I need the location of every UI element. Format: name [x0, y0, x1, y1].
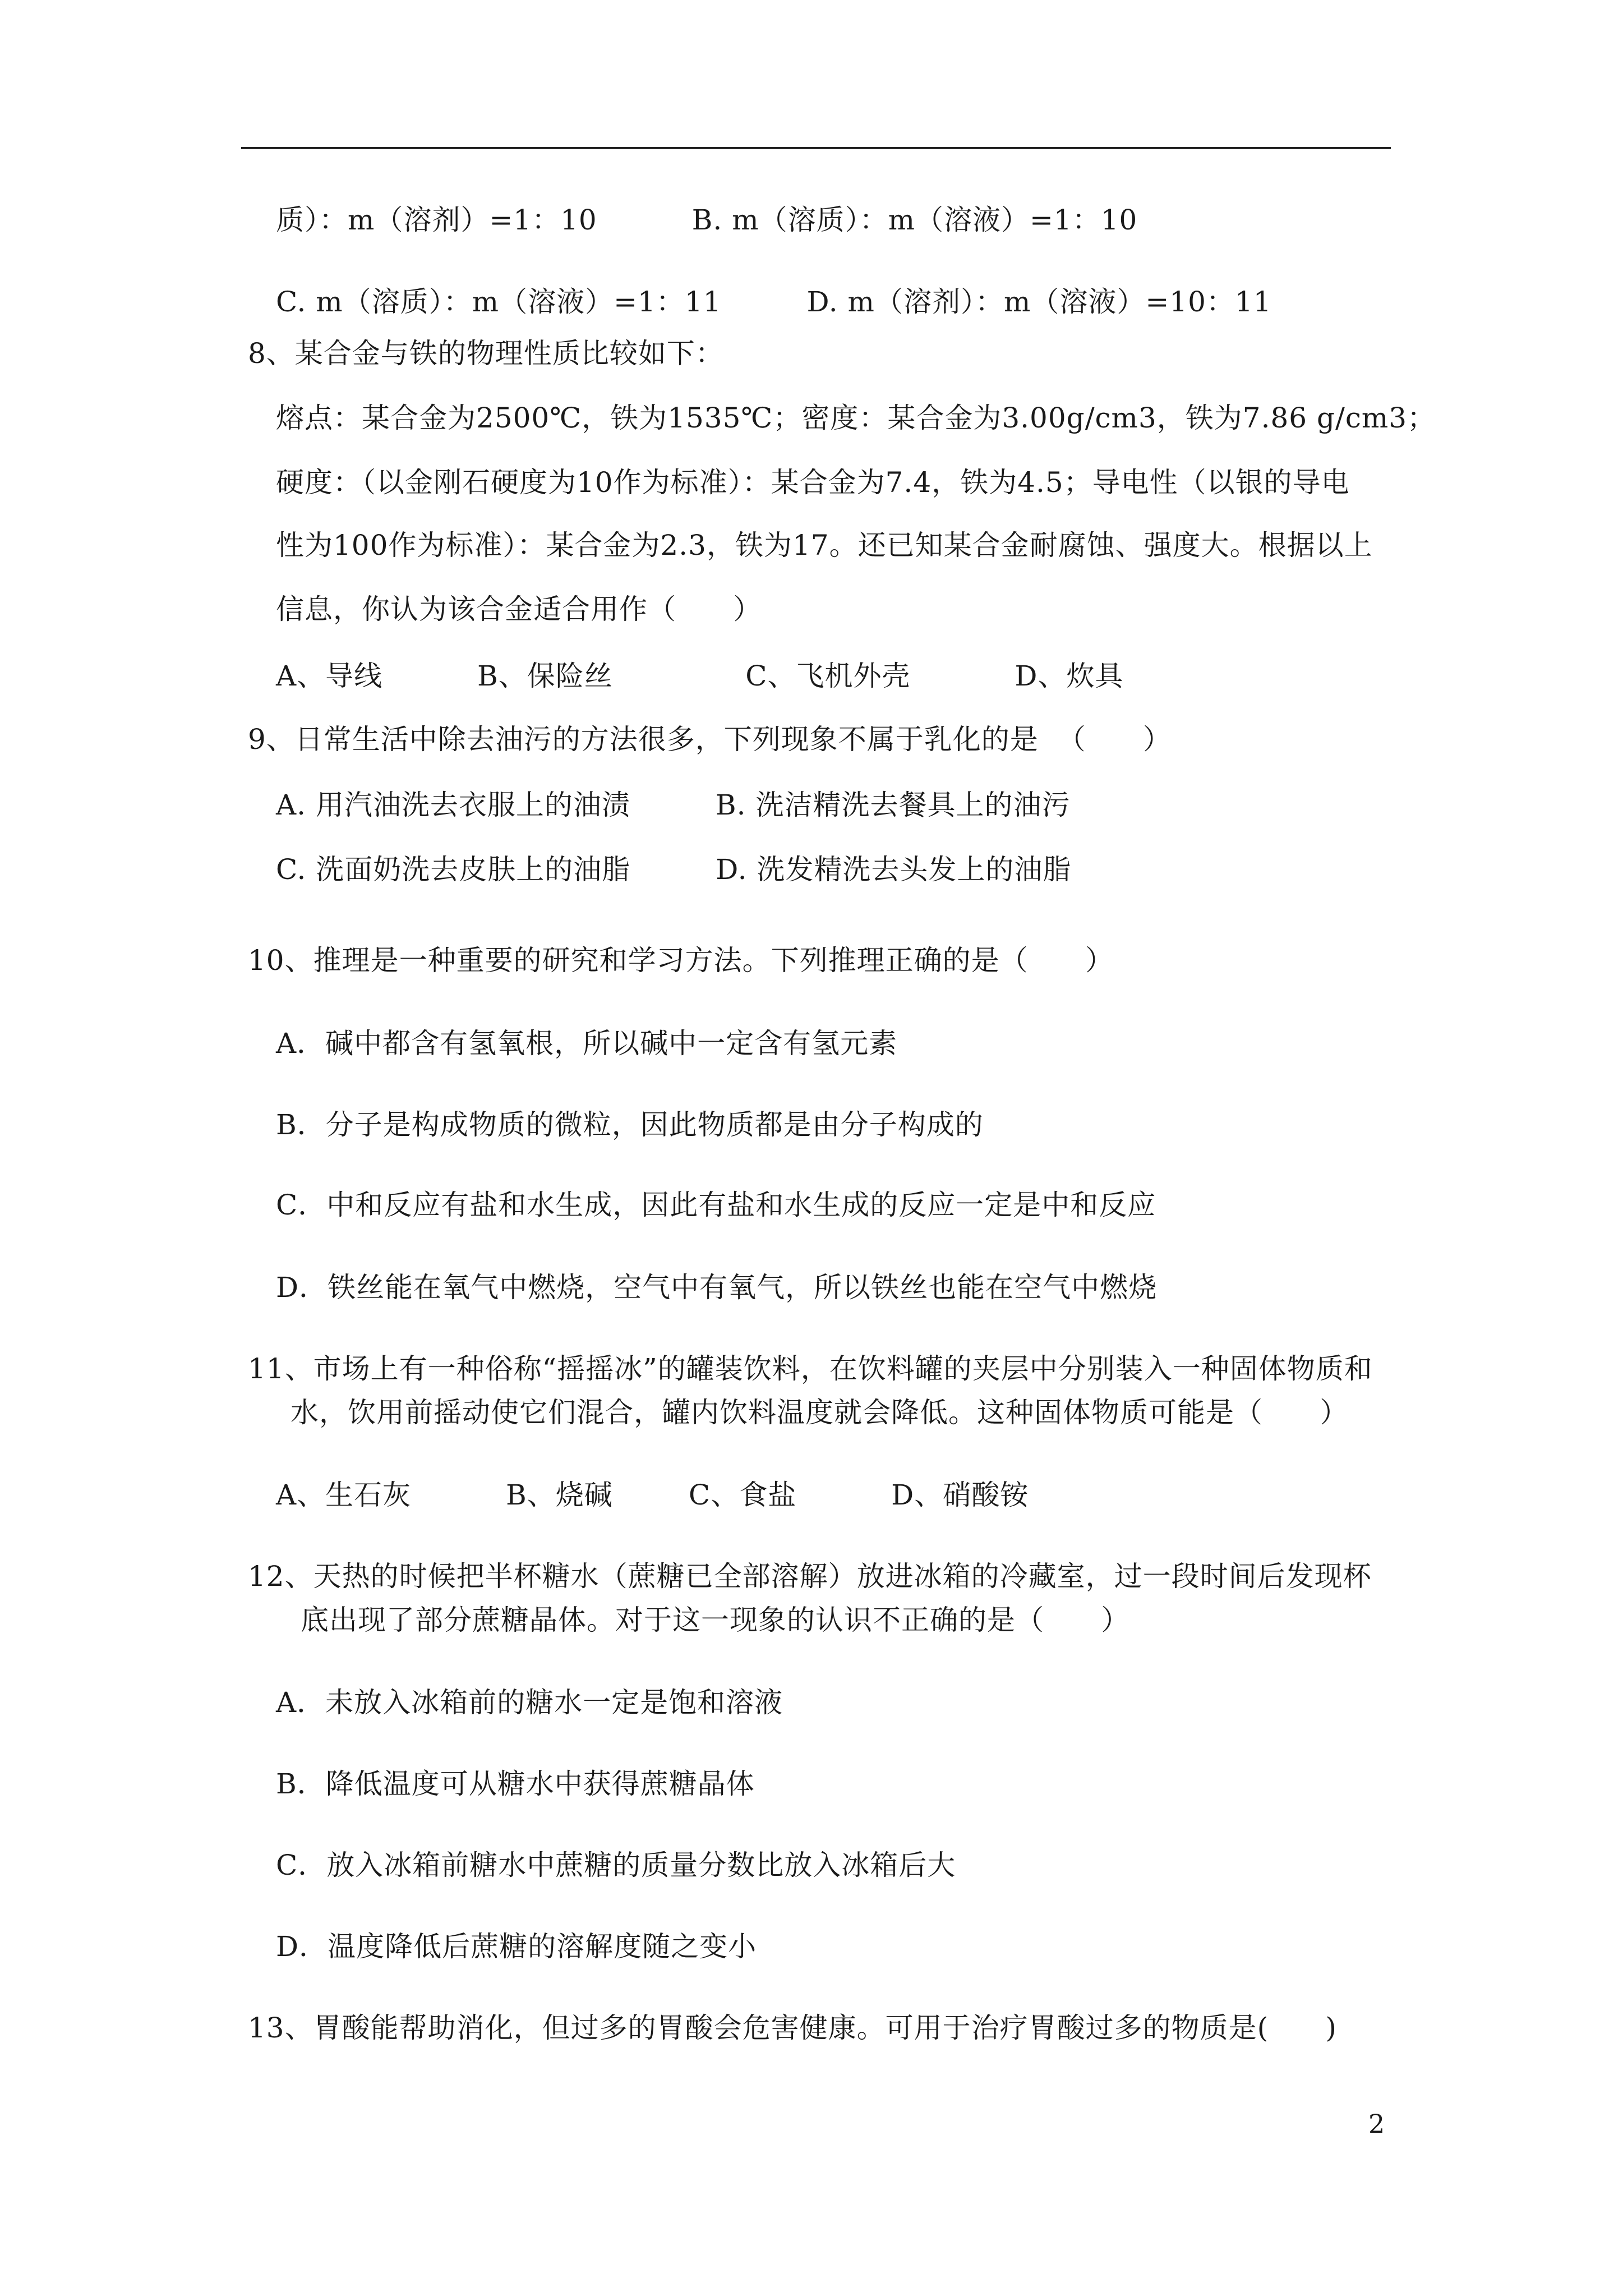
q11-options: A、生石灰 B、烧碱 C、食盐 D、硝酸铵 [276, 1479, 1029, 1511]
q9-options-row-1: A. 用汽油洗去衣服上的油渍 B. 洗洁精洗去餐具上的油污 [276, 789, 1071, 821]
q10-option-d: D．铁丝能在氧气中燃烧，空气中有氧气，所以铁丝也能在空气中燃烧 [276, 1271, 1158, 1304]
q10-option-c: C．中和反应有盐和水生成，因此有盐和水生成的反应一定是中和反应 [276, 1189, 1156, 1221]
q12-stem-line-2: 底出现了部分蔗糖晶体。对于这一现象的认识不正确的是（ ） [301, 1604, 1130, 1636]
q7-options-line-2: C. m（溶质）：m（溶液）=1：11 D. m（溶剂）：m（溶液）=10：11 [276, 286, 1272, 318]
q10-stem: 10、推理是一种重要的研究和学习方法。下列推理正确的是（ ） [248, 944, 1114, 977]
q8-line-1: 熔点：某合金为2500℃，铁为1535℃；密度：某合金为3.00g/cm3，铁为7.86 g/cm3； [276, 402, 1436, 434]
q12-option-a: A．未放入冰箱前的糖水一定是饱和溶液 [276, 1686, 783, 1719]
q7-options-line-1: 质）：m（溶剂）=1：10 B. m（溶质）：m（溶液）=1：10 [276, 204, 1138, 236]
q9-stem: 9、日常生活中除去油污的方法很多，下列现象不属于乳化的是 （ ） [248, 723, 1172, 756]
q12-option-b: B．降低温度可从糖水中获得蔗糖晶体 [276, 1768, 755, 1800]
q12-option-d: D．温度降低后蔗糖的溶解度随之变小 [276, 1930, 757, 1963]
q11-stem-line-1: 11、市场上有一种俗称“摇摇冰”的罐装饮料，在饮料罐的夹层中分别装入一种固体物质和 [248, 1352, 1373, 1385]
q9-options-row-2: C. 洗面奶洗去皮肤上的油脂 D. 洗发精洗去头发上的油脂 [276, 853, 1072, 886]
q12-option-c: C．放入冰箱前糖水中蔗糖的质量分数比放入冰箱后大 [276, 1849, 956, 1881]
q8-options: A、导线 B、保险丝 C、飞机外壳 D、炊具 [276, 660, 1124, 692]
q8-stem: 8、某合金与铁的物理性质比较如下： [248, 337, 724, 370]
header-rule [241, 147, 1391, 149]
q10-option-b: B．分子是构成物质的微粒，因此物质都是由分子构成的 [276, 1108, 984, 1141]
q8-line-3: 性为100作为标准）：某合金为2.3，铁为17。还已知某合金耐腐蚀、强度大。根据以上 [276, 529, 1373, 562]
page-number: 2 [1368, 2109, 1385, 2139]
q11-stem-line-2: 水，饮用前摇动使它们混合，罐内饮料温度就会降低。这种固体物质可能是（ ） [291, 1396, 1349, 1429]
q13-stem: 13、胃酸能帮助消化，但过多的胃酸会危害健康。可用于治疗胃酸过多的物质是( ) [248, 2012, 1337, 2044]
q10-option-a: A．碱中都含有氢氧根，所以碱中一定含有氢元素 [276, 1027, 898, 1060]
q8-line-4: 信息，你认为该合金适合用作（ ） [276, 593, 762, 625]
q8-line-2: 硬度：（以金刚石硬度为10作为标准）：某合金为7.4，铁为4.5；导电性（以银的导电 [276, 466, 1350, 499]
q12-stem-line-1: 12、天热的时候把半杯糖水（蔗糖已全部溶解）放进冰箱的冷藏室，过一段时间后发现杯 [248, 1560, 1372, 1593]
